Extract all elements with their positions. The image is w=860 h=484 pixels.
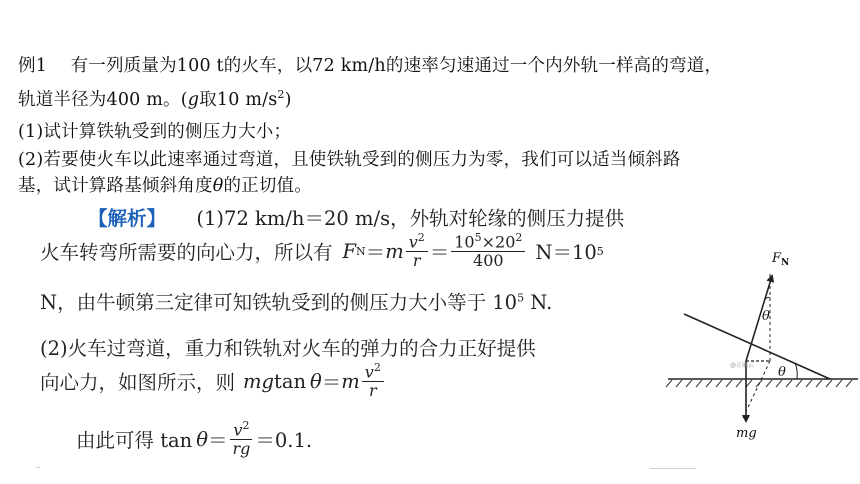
frac3-den: r [368, 380, 377, 400]
frac4-exp: 2 [242, 419, 250, 432]
frac1-den: r [412, 250, 421, 270]
formula-result-exp: 5 [596, 244, 604, 258]
formula-eq-2: ＝ [429, 241, 450, 265]
question-theta: θ [212, 176, 224, 196]
question-text-2d: 基，试计算路基倾斜角度 [18, 176, 213, 196]
frac4-num: v [233, 420, 243, 440]
ground [666, 379, 858, 387]
frac3-exp: 2 [373, 361, 381, 374]
solution-text-1a: (1)72 km/h＝20 m/s，外轨对轮缘的侧压力提供 [196, 207, 625, 230]
formula-F-sub: N [356, 244, 366, 258]
solution-line-3 [40, 287, 552, 315]
formula-eq-4: ＝ [207, 429, 228, 453]
label-mg: mg [736, 426, 757, 441]
frac1-num: v [408, 232, 418, 252]
frac2-num-a-exp: 5 [474, 231, 482, 244]
divider-left [36, 467, 40, 468]
formula-theta: θ [310, 369, 322, 393]
fraction-v2-r-2 [362, 362, 384, 400]
formula-eq-1: ＝ [365, 241, 386, 265]
solution-line-6 [76, 420, 312, 458]
formula-m: m [385, 239, 404, 263]
solution-line-2 [40, 232, 604, 270]
question-text-2a: 轨道半径为400 m。( [18, 90, 188, 110]
question-text-2b: 取10 m/s [199, 90, 278, 110]
formula-tan: tan [274, 369, 307, 393]
frac2-num-b-exp: 2 [515, 231, 523, 244]
solution-line-5 [40, 362, 386, 400]
solution-text-1c-exp: 5 [517, 291, 525, 305]
question-text-2c: ) [284, 90, 292, 110]
question-text-2e: 的正切值。 [223, 176, 312, 196]
solution-text-1b: 火车转弯所需要的向心力，所以有 [40, 241, 333, 265]
solution-text-3: 由此可得 tan [76, 429, 193, 453]
fraction-v2-rg [230, 420, 254, 458]
angle-arc-bottom [795, 363, 797, 379]
question-line-1 [18, 52, 722, 77]
divider-right [650, 468, 696, 469]
formula-theta-2: θ [196, 427, 208, 451]
frac1-exp: 2 [417, 231, 425, 244]
formula-result: N＝10 [535, 241, 597, 265]
solution-tag: 【解析】 [88, 207, 167, 230]
solution-line-4: (2)火车过弯道，重力和铁轨对火车的弹力的合力正好提供 [40, 337, 536, 360]
formula-mg: mg [243, 369, 274, 393]
formula-F: F [342, 239, 357, 263]
solution-text-1c-end: N. [524, 291, 553, 314]
formula-eq-3: ＝ [321, 371, 342, 395]
question-text-1: 有一列质量为100 t的火车，以72 km/h的速率匀速通过一个内外轨一样高的弯道， [70, 56, 723, 76]
fraction-numeric [451, 232, 525, 270]
label-FN: $F_N$ [772, 251, 790, 268]
formula-final: ＝0.1. [255, 429, 313, 453]
label-theta-top: θ [762, 309, 770, 324]
force-diagram [664, 240, 860, 450]
question-part-1: (1)试计算铁轨受到的侧压力大小； [18, 122, 292, 142]
question-g: g [187, 90, 200, 110]
question-part-2a: (2)若要使火车以此速率通过弯道，且使铁轨受到的侧压力为零，我们可以适当倾斜路 [18, 150, 681, 170]
frac3-num: v [364, 362, 374, 382]
frac2-num-a: 10 [454, 232, 475, 252]
watermark: @正确云 [730, 362, 755, 369]
frac2-num-b: ×20 [481, 232, 516, 252]
question-part-2b [18, 172, 312, 197]
frac4-den: rg [232, 438, 251, 458]
frac2-den: 400 [473, 250, 504, 270]
example-label: 例1 [18, 56, 48, 76]
fraction-v2-r [406, 232, 428, 270]
question-exp: 2 [277, 88, 285, 102]
solution-text-2b: 向心力，如图所示，则 [40, 371, 236, 395]
solution-text-1c: N，由牛顿第三定律可知铁轨受到的侧压力大小等于 10 [40, 291, 518, 314]
question-line-2 [18, 86, 292, 111]
solution-line-1 [88, 203, 624, 231]
formula-m-2: m [341, 369, 360, 393]
label-theta-bottom: θ [778, 365, 786, 380]
